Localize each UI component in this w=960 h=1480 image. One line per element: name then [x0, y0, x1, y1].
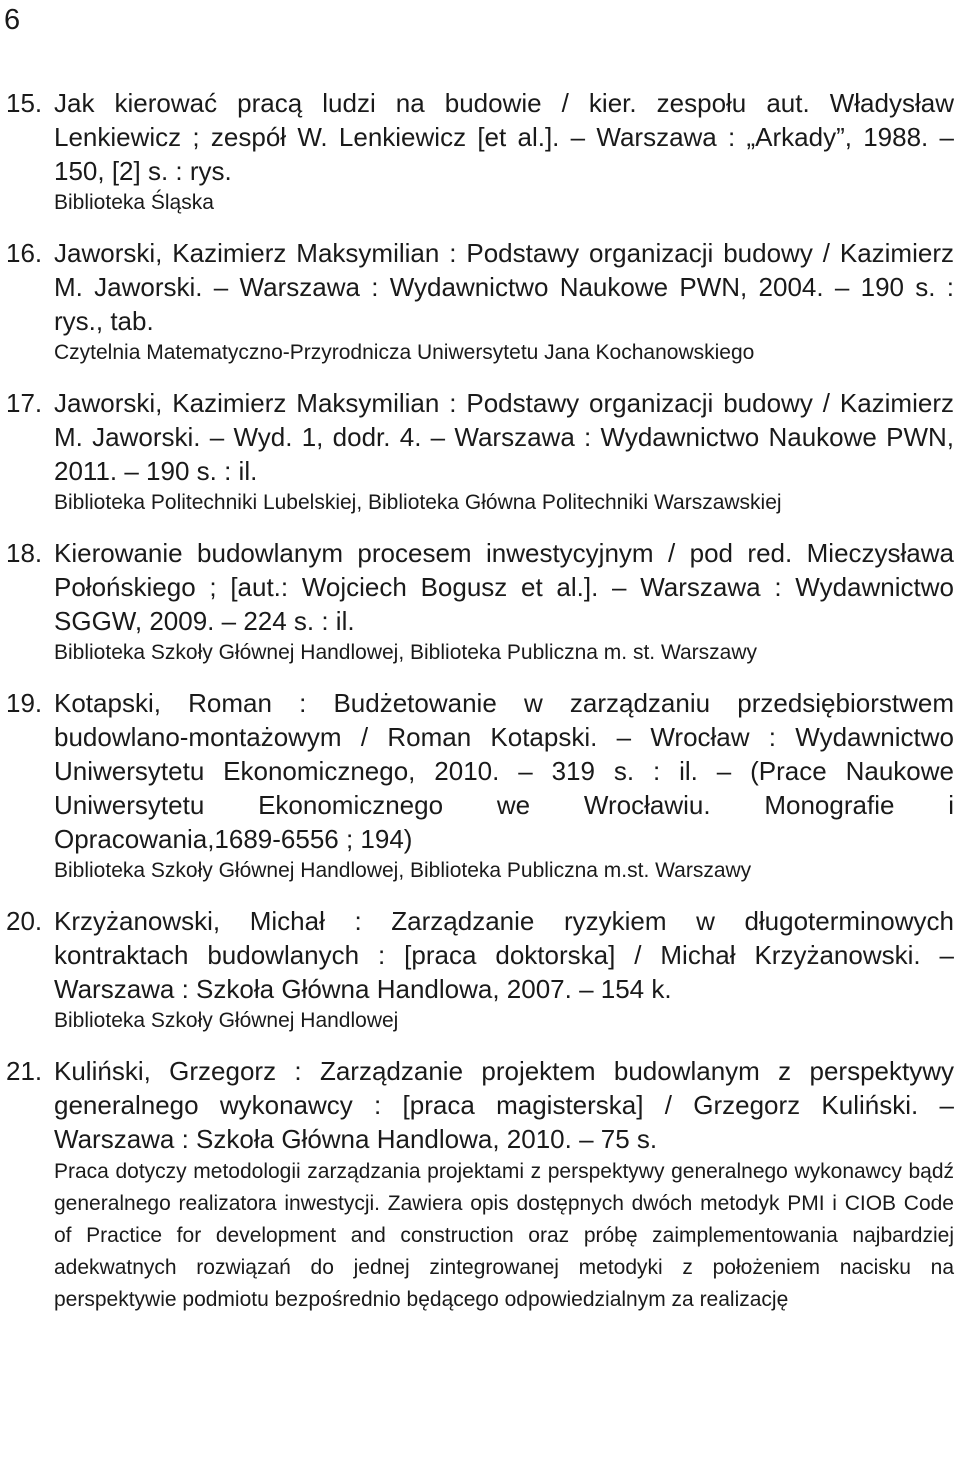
entry-citation: Kierowanie budowlanym procesem inwestycyjnym / pod red. Mieczysława Połońskiego ; [aut.: Wojciech Bogusz et al.]. – Warszawa : Wydawnictwo SGGW, 2009. – 224 s. : il. — [54, 538, 954, 636]
bibliography-entry — [0, 904, 960, 1036]
entry-number: 18. — [6, 538, 43, 568]
entry-citation: Kotapski, Roman : Budżetowanie w zarządzaniu przedsiębiorstwem budowlano-montażowym / Roman Kotapski. – Wrocław : Wydawnictwo Uniwersytetu Ekonomicznego, 2010. – 319 s. : il. – (Prace Naukowe Uniwersytetu Ekonomicznego we Wrocławiu. Monografie i Opracowania,1689-6556 ; 194) — [54, 688, 954, 854]
entry-library: Biblioteka Szkoły Głównej Handlowej, Biblioteka Publiczna m.st. Warszawy — [54, 859, 752, 882]
entry-library: Biblioteka Szkoły Głównej Handlowej, Biblioteka Publiczna m. st. Warszawy — [54, 641, 758, 664]
entry-library: Biblioteka Politechniki Lubelskiej, Biblioteka Główna Politechniki Warszawskiej — [54, 491, 782, 514]
entry-citation: Jaworski, Kazimierz Maksymilian : Podstawy organizacji budowy / Kazimierz M. Jaworski. – Warszawa : Wydawnictwo Naukowe PWN, 2004. – 190 s. : rys., tab. — [54, 238, 954, 336]
bibliography-entry — [0, 1054, 960, 1316]
entry-number: 15. — [6, 88, 43, 118]
entry-citation: Jaworski, Kazimierz Maksymilian : Podstawy organizacji budowy / Kazimierz M. Jaworski. – Wyd. 1, dodr. 4. – Warszawa : Wydawnictwo Naukowe PWN, 2011. – 190 s. : il. — [54, 388, 954, 486]
entry-number: 20. — [6, 906, 43, 936]
bibliography-entry — [0, 86, 960, 218]
bibliography-entry — [0, 686, 960, 886]
page-number: 6 — [4, 4, 21, 36]
entry-citation: Krzyżanowski, Michał : Zarządzanie ryzykiem w długoterminowych kontraktach budowlanych : [praca doktorska] / Michał Krzyżanowski. – Warszawa : Szkoła Główna Handlowa, 2007. – 154 k. — [54, 906, 954, 1004]
bibliography-entry — [0, 536, 960, 668]
entry-number: 16. — [6, 238, 43, 268]
bibliography-entry — [0, 236, 960, 368]
entry-citation: Kuliński, Grzegorz : Zarządzanie projektem budowlanym z perspektywy generalnego wykonawcy : [praca magisterska] / Grzegorz Kuliński. – Warszawa : Szkoła Główna Handlowa, 2010. – 75 s. — [54, 1056, 954, 1154]
entry-library: Biblioteka Szkoły Głównej Handlowej — [54, 1009, 399, 1032]
entry-number: 17. — [6, 388, 43, 418]
entry-library: Czytelnia Matematyczno-Przyrodnicza Uniwersytetu Jana Kochanowskiego — [54, 341, 755, 364]
entry-number: 21. — [6, 1056, 43, 1086]
entry-citation: Jak kierować pracą ludzi na budowie / kier. zespołu aut. Władysław Lenkiewicz ; zespół W. Lenkiewicz [et al.]. – Warszawa : „Arkady”, 1988. – 150, [2] s. : rys. — [54, 88, 954, 186]
bibliography-list — [0, 86, 960, 1334]
bibliography-entry — [0, 386, 960, 518]
entry-number: 19. — [6, 688, 43, 718]
entry-library: Biblioteka Śląska — [54, 191, 214, 214]
entry-annotation: Praca dotyczy metodologii zarządzania projektami z perspektywy generalnego wykonawcy bądź generalnego realizatora inwestycji. Zawiera opis dostępnych dwóch metodyk PMI i CIOB Code of Practice for development and construction oraz próbę zaimplementowania najbardziej adekwatnych rozwiązań do jednej zintegrowanej metodyki z położeniem nacisku na perspektywie podmiotu bezpośrednio będącego odpowiedzialnym za realizację — [54, 1160, 954, 1311]
